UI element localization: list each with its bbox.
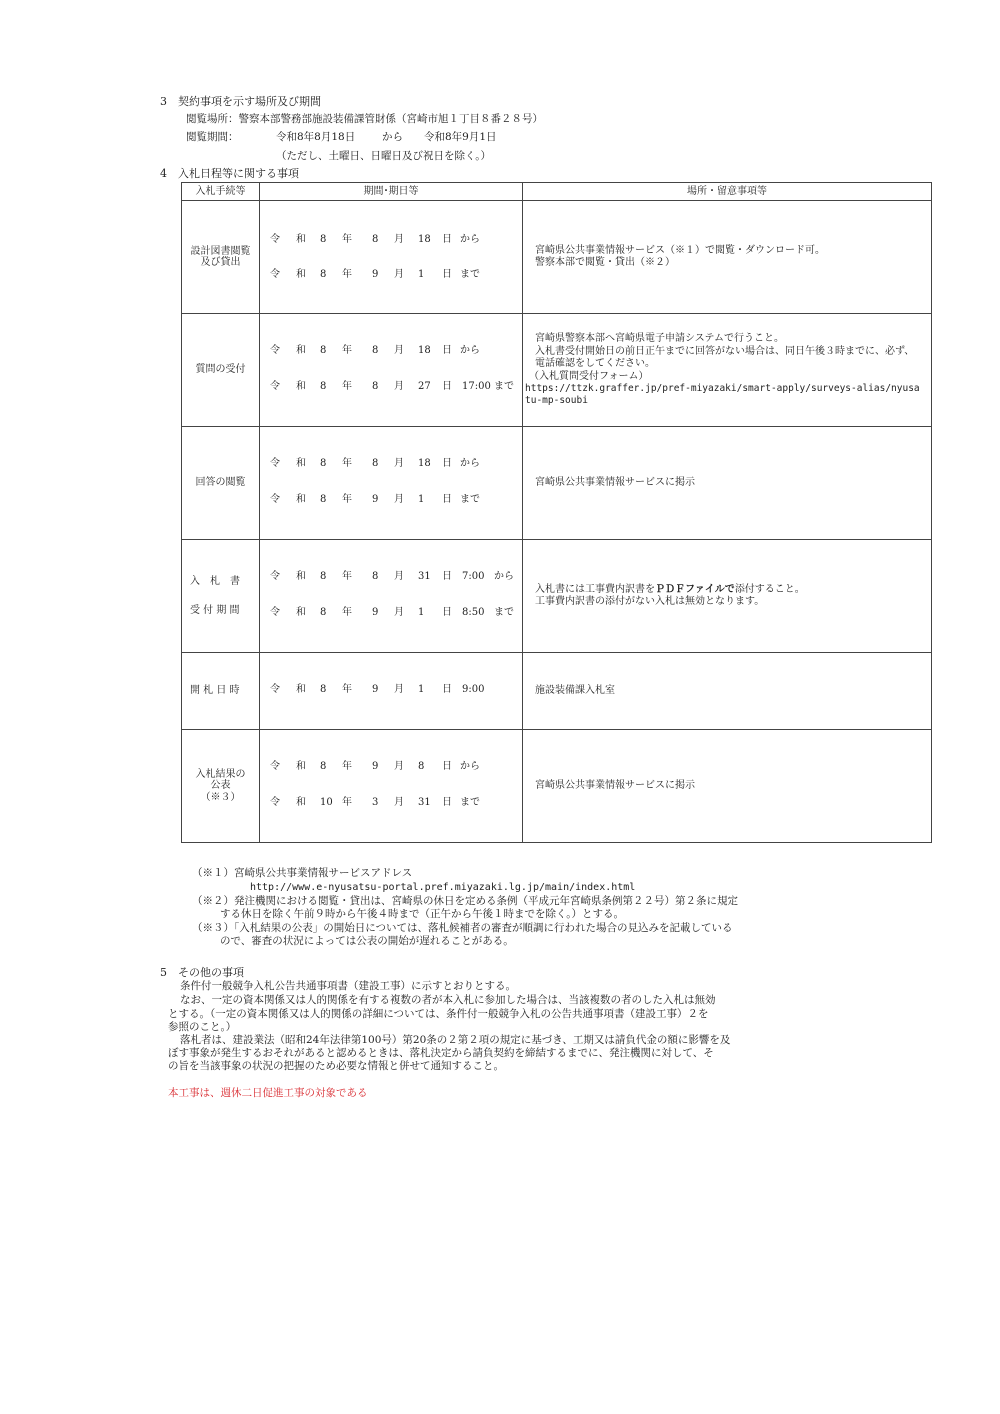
date-suffix: まで [494,607,514,618]
date-era-1: 令 [270,797,280,808]
date-year: 8 [320,494,327,505]
notes-cell [523,540,932,653]
procedure-text: 回答の閲覧 [195,477,246,489]
date-era-1: 令 [270,684,280,695]
date-day: 31 [418,797,431,808]
date-day: 1 [418,269,425,280]
date-year: 8 [320,458,327,469]
date-era-1: 令 [270,269,280,280]
date-suffix: から [460,458,480,469]
procedure-cell [182,427,260,540]
section-5-para-3-line-3: の旨を当該事象の状況の把握のため必要な情報と併せて通知すること。 [168,1060,504,1072]
date-day: 31 [418,571,431,582]
date-day-label: 日 [442,607,452,618]
date-line [260,269,522,283]
viewing-period-end: 令和8年9月1日 [424,131,497,143]
date-day-label: 日 [442,571,452,582]
date-suffix: から [460,234,480,245]
procedure-cell [182,653,260,730]
date-suffix: から [460,345,480,356]
date-suffix: まで [460,797,480,808]
date-era-2: 和 [296,571,306,582]
notes-cell [523,730,932,843]
dates-cell [260,427,523,540]
date-month: 9 [372,607,379,618]
dates-cell [260,314,523,427]
date-month-label: 月 [394,234,404,245]
date-line [260,797,522,811]
date-line [260,607,522,621]
date-month: 3 [372,797,379,808]
notes-text: 宮崎県公共事業情報サービスに掲示 [535,476,695,488]
date-month-label: 月 [394,761,404,772]
date-month: 9 [372,494,379,505]
section-5-para-2-line-1: なお、一定の資本関係又は人的関係を有する複数の者が本入札に参加した場合は、当該複数の者のした入札は無効 [180,994,716,1006]
notes-text-part: 入札書には工事費内訳書を [535,583,655,595]
note-2-line-2: する休日を除く午前９時から午後４時まで（正午から午後１時までを除く。）とする。 [220,908,625,920]
date-month: 9 [372,761,379,772]
procedure-text: 公表 [210,780,231,792]
procedure-text: 開 札 日 時 [190,685,240,697]
viewing-place-label: 閲覧場所： [186,113,239,125]
date-day-label: 日 [442,458,452,469]
section-5-para-1: 条件付一般競争入札公告共通事項書（建設工事）に示すとおりとする。 [180,980,516,992]
viewing-period-label: 閲覧期間： [186,131,239,143]
viewing-period-start: 令和8年8月18日 [276,131,356,143]
date-line [260,494,522,508]
date-day: 18 [418,234,431,245]
note-3-line-2: ので、審査の状況によっては公表の開始が遅れることがある。 [220,935,514,947]
notes-cell [523,201,932,314]
date-era-2: 和 [296,607,306,618]
date-era-1: 令 [270,607,280,618]
section-5-para-3-line-1: 落札者は、建設業法（昭和24年法律第100号）第20条の２第２項の規定に基づき、工期又は請負代金の額に影響を及 [180,1034,731,1046]
date-year: 8 [320,381,327,392]
date-era-1: 令 [270,345,280,356]
date-era-2: 和 [296,684,306,695]
date-year: 8 [320,761,327,772]
date-time: 9:00 [462,684,485,695]
procedure-text: 及び貸出 [200,257,241,268]
date-suffix: まで [460,269,480,280]
date-day: 27 [418,381,431,392]
table-row [182,314,932,427]
note-3-line-1: （※３）「入札結果の公表」の開始日については、落札候補者の審査が順調に行われた場合の見込みを記載している [192,922,733,934]
date-suffix: から [460,761,480,772]
date-month-label: 月 [394,345,404,356]
date-year-label: 年 [342,269,352,280]
date-line [260,234,522,248]
table-row [182,730,932,843]
notes-cell [523,653,932,730]
date-day-label: 日 [442,345,452,356]
date-era-1: 令 [270,571,280,582]
notes-text: 入札書受付開始日の前日正午までに回答がない場合は、同日午後３時までに、必ず、電話確認をしてください。 [535,345,915,370]
section-4-heading: 4 入札日程等に関する事項 [160,167,299,180]
note-2-line-1: （※２）発注機関における閲覧・貸出は、宮崎県の休日を定める条例（平成元年宮崎県条例第２２号）第２条に規定 [192,895,738,907]
notes-text [535,584,921,597]
date-year: 8 [320,234,327,245]
dates-cell [260,540,523,653]
viewing-place [186,113,543,126]
date-day-label: 日 [442,797,452,808]
date-year-label: 年 [342,571,352,582]
date-day-label: 日 [442,381,452,392]
section-5-para-2-line-2: とする。（一定の資本関係又は人的関係の詳細については、条件付一般競争入札の公告共通事項書（建設工事）２を [168,1008,709,1020]
section-5-para-2-line-3: 参照のこと。） [168,1021,237,1033]
procedure-cell [182,201,260,314]
date-year-label: 年 [342,345,352,356]
date-era-2: 和 [296,458,306,469]
date-era-2: 和 [296,234,306,245]
date-line [260,571,522,585]
date-year: 8 [320,684,327,695]
date-year: 8 [320,571,327,582]
date-era-2: 和 [296,797,306,808]
viewing-period-from: から [382,131,403,143]
procedure-cell [182,730,260,843]
date-month: 8 [372,345,379,356]
date-month-label: 月 [394,269,404,280]
viewing-period-note: （ただし、土曜日、日曜日及び祝日を除く。） [276,150,492,162]
notes-cell [523,314,932,427]
schedule-table [181,182,932,843]
viewing-place-value: 警察本部警務部施設装備課管財係（宮崎市旭１丁目８番２８号） [238,113,543,125]
procedure-cell [182,314,260,427]
header-notes: 場所・留意事項等 [523,183,932,201]
date-day: 18 [418,458,431,469]
date-suffix: まで [460,494,480,505]
date-year-label: 年 [342,494,352,505]
date-era-2: 和 [296,381,306,392]
pdf-emphasis: ＰＤＦファイルで [655,583,735,595]
header-dates: 期間･期日等 [260,183,523,201]
procedure-text: 設計図書閲覧 [190,245,251,257]
notes-text-part: 添付すること。 [734,583,805,595]
date-day-label: 日 [442,234,452,245]
date-month-label: 月 [394,571,404,582]
date-line [260,761,522,775]
dates-cell [260,730,523,843]
date-year-label: 年 [342,234,352,245]
date-month: 9 [372,684,379,695]
weekly-two-day-off-note: 本工事は、週休二日促進工事の対象である [168,1087,368,1099]
date-era-2: 和 [296,269,306,280]
date-day-label: 日 [442,684,452,695]
date-line [260,458,522,472]
date-day: 1 [418,684,425,695]
table-row [182,201,932,314]
date-month-label: 月 [394,797,404,808]
table-row [182,540,932,653]
date-month-label: 月 [394,381,404,392]
procedure-text: 入 札 書 [190,575,240,587]
date-year-label: 年 [342,458,352,469]
date-month: 8 [372,381,379,392]
notes-text: 警察本部で閲覧・貸出（※２） [535,257,675,268]
date-time: 7:00 [462,571,485,582]
date-year: 8 [320,345,327,356]
question-form-link[interactable]: https://ttzk.graffer.jp/pref-miyazaki/smart-apply/surveys-alias/nyusatu-mp-soubi [525,383,920,406]
date-month-label: 月 [394,607,404,618]
date-time: 8:50 [462,607,485,618]
procedure-text: 入札結果の [195,768,246,780]
date-month: 8 [372,571,379,582]
notes-cell [523,427,932,540]
section-5-heading: 5 その他の事項 [160,966,244,979]
note-1-label: （※１）宮崎県公共事業情報サービスアドレス [192,867,413,879]
section-3-heading: 3 契約事項を示す場所及び期間 [160,95,321,108]
date-year-label: 年 [342,797,352,808]
date-year: 10 [320,797,333,808]
date-era-1: 令 [270,234,280,245]
procedure-text: 質問の受付 [195,364,246,376]
date-era-2: 和 [296,345,306,356]
date-era-1: 令 [270,761,280,772]
date-day-label: 日 [442,761,452,772]
date-day: 1 [418,607,425,618]
date-month-label: 月 [394,494,404,505]
date-year: 8 [320,607,327,618]
section-5-para-3-line-2: ぼす事象が発生するおそれがあると認めるときは、落札決定から請負契約を締結するまでに、発注機関に対して、そ [168,1047,714,1059]
date-day: 8 [418,761,425,772]
date-era-1: 令 [270,494,280,505]
date-month: 8 [372,458,379,469]
date-year-label: 年 [342,381,352,392]
date-era-2: 和 [296,761,306,772]
date-day-label: 日 [442,269,452,280]
procedure-cell [182,540,260,653]
procedure-text: 受 付 期 間 [190,605,240,616]
notes-text: 宮崎県警察本部へ宮崎県電子申請システムで行うこと。 [535,333,784,345]
notes-text: 宮崎県公共事業情報サービスに掲示 [535,779,695,791]
date-year-label: 年 [342,761,352,772]
table-row [182,653,932,730]
table-header-row [182,183,932,201]
date-era-1: 令 [270,381,280,392]
notes-text: 宮崎県公共事業情報サービス（※１）で閲覧・ダウンロード可。 [535,244,825,256]
date-time: 17:00 [462,381,491,392]
date-year: 8 [320,269,327,280]
date-day: 1 [418,494,425,505]
date-line [260,381,522,395]
dates-cell [260,653,523,730]
date-era-1: 令 [270,458,280,469]
date-line [260,345,522,359]
date-suffix: から [494,571,514,582]
date-era-2: 和 [296,494,306,505]
date-suffix: まで [494,381,514,392]
date-month: 8 [372,234,379,245]
date-day-label: 日 [442,494,452,505]
table-row [182,427,932,540]
note-1-url[interactable]: http://www.e-nyusatsu-portal.pref.miyazaki.lg.jp/main/index.html [250,882,636,893]
notes-text: （入札質問受付フォーム） [529,370,649,382]
notes-text: 工事費内訳書の添付がない入札は無効となります。 [535,596,765,607]
date-year-label: 年 [342,684,352,695]
dates-cell [260,201,523,314]
date-day: 18 [418,345,431,356]
date-line [260,684,522,698]
date-year-label: 年 [342,607,352,618]
date-month-label: 月 [394,458,404,469]
header-procedure: 入札手続等 [182,183,260,201]
procedure-text: （※３） [200,791,241,803]
date-month-label: 月 [394,684,404,695]
notes-text: 施設装備課入札室 [535,684,615,696]
date-month: 9 [372,269,379,280]
